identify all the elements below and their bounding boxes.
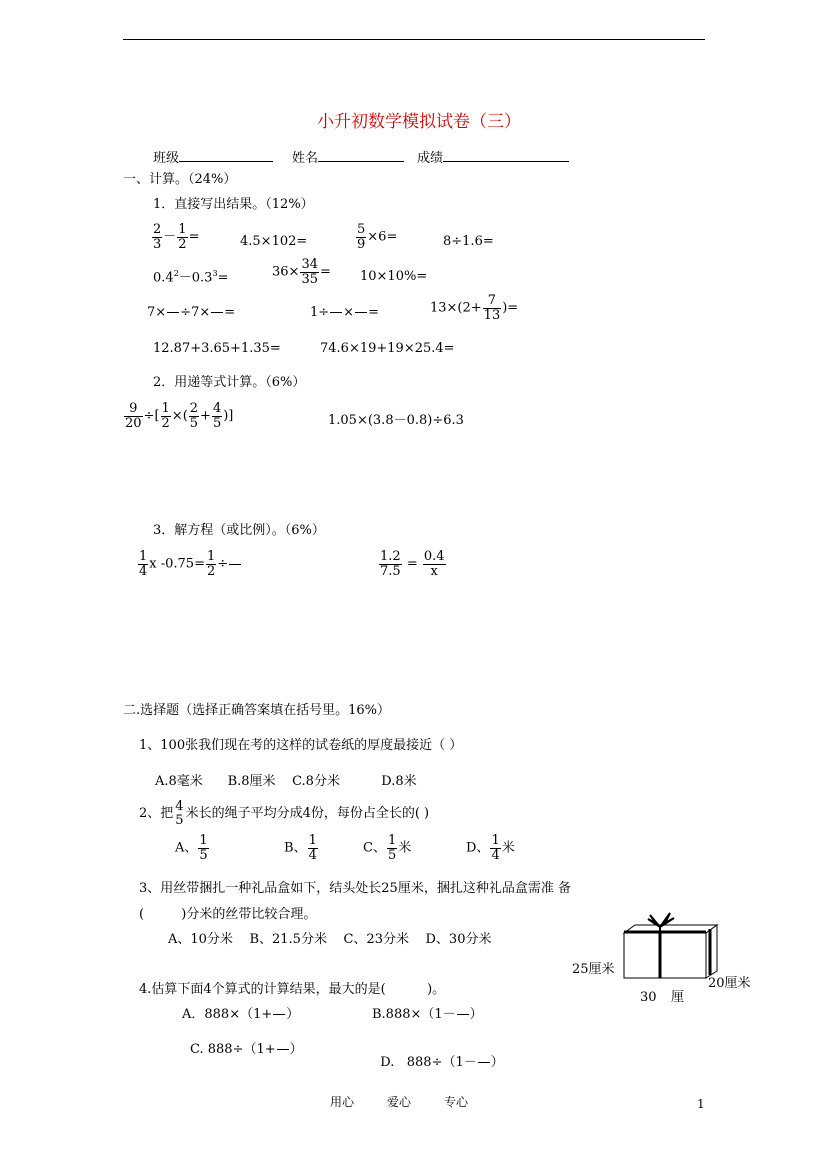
fraction: $\frac{2}{3}$: [153, 222, 162, 252]
name-blank[interactable]: [318, 148, 404, 162]
choice-q4-option-b: B.888×（1－ ）: [372, 1007, 483, 1022]
choice-q4-option-c: C. 888÷（1+ ）: [190, 1042, 303, 1057]
name-field: [292, 148, 404, 165]
calc-r3-c: 13×(2+ $\frac{7}{13}$ )=: [430, 293, 519, 323]
calc-q2-b: 1.05×(3.8－0.8)÷6.3: [328, 413, 464, 428]
calc-r1-a: $\frac{2}{3}$ － $\frac{1}{2}$ =: [153, 222, 200, 252]
calc-q2-a: $\frac{9}{20}$ ÷[ $\frac{1}{2}$ ×( $\frac{2}{5}$ + $\frac{4}{5}$ )]: [125, 401, 234, 431]
calc-r2-c: 10×10%=: [360, 269, 428, 284]
proportion-b: $\frac{1.2}{7.5}$ = $\frac{0.4}{x}$: [380, 549, 445, 579]
q1-heading: 1．直接写出结果。（12%）: [153, 197, 314, 212]
fraction: $\frac{5}{9}$: [357, 222, 366, 252]
choice-q4-option-a: A．888×（1+ ）: [182, 1007, 300, 1022]
calc-r1-b: 4.5×102=: [240, 234, 308, 249]
q2-heading: 2．用递等式计算。（6%）: [153, 375, 306, 390]
fraction: $\frac{34}{35}$: [301, 257, 318, 287]
calc-r1-c: $\frac{5}{9}$ ×6=: [357, 222, 398, 252]
page-title: 小升初数学模拟试卷（三）: [317, 112, 521, 132]
fraction: $\frac{7}{13}$: [483, 293, 501, 323]
score-field: [417, 148, 569, 165]
calc-r4-a: 12.87+3.65+1.35=: [153, 341, 281, 356]
calc-r2-b: 36× $\frac{34}{35}$ =: [272, 257, 331, 287]
choice-q2-option-b: B、 $\frac{1}{4}$: [284, 833, 317, 863]
choice-q4-option-d: D. 888÷（1－ ）: [380, 1055, 504, 1070]
footer-text-3: 专心: [444, 1095, 469, 1109]
footer-text-2: 爱心: [387, 1095, 412, 1109]
equation-a: $\frac{1}{4}$ x -0.75= $\frac{1}{2}$ ÷: [137, 550, 242, 578]
header-rule: [123, 39, 705, 40]
fig-label-bottom-unit: 厘: [671, 990, 685, 1005]
class-field: [153, 148, 273, 165]
calc-r3-b: 1÷ × =: [310, 305, 379, 320]
choice-q3-stem-2: ( )分米的丝带比较合理。: [139, 907, 317, 922]
choice-q2-option-c: C、 $\frac{1}{5}$ 米: [363, 833, 412, 863]
page-number: 1: [697, 1097, 705, 1111]
score-blank[interactable]: [443, 148, 569, 162]
choice-q3-stem: 3、用丝带捆扎一种礼品盒如下，结头处长25厘米，捆扎这种礼品盒需准 备: [139, 881, 571, 896]
fraction: $\frac{1}{2}$: [178, 222, 187, 252]
choice-q2-stem: 2、把 4 5 米长的绳子平均分成4份，每份占全长的( ): [139, 799, 430, 828]
section2-heading: 二.选择题（选择正确答案填在括号里。16%）: [123, 703, 391, 718]
score-label: 成绩: [417, 151, 444, 166]
choice-q2-option-a: A、 $\frac{1}{5}$: [175, 833, 208, 863]
footer-text-1: 用心: [330, 1095, 355, 1109]
fig-label-right: 20厘米: [708, 976, 751, 991]
fig-label-left: 25厘米: [572, 962, 615, 977]
name-label: 姓名: [292, 151, 319, 166]
class-label: 班级: [153, 151, 180, 166]
choice-q3-options: A、10分米 B、21.5分米 C、23分米 D、30分米: [168, 932, 492, 947]
section1-heading: 一、计算。（24%）: [123, 172, 237, 187]
gift-box-figure: [570, 905, 785, 1010]
choice-q4-stem: 4.估算下面4个算式的计算结果，最大的是( )。: [139, 982, 446, 997]
choice-q1-stem: 1、100张我们现在考的这样的试卷纸的厚度最接近（ ）: [139, 738, 463, 753]
fig-label-bottom-num: 30: [640, 990, 657, 1005]
calc-r1-d: 8÷1.6=: [443, 234, 494, 249]
calc-r2-a: $0.4^2-0.3^3=$: [153, 269, 229, 286]
choice-q1-options: A.8毫米 B.8厘米 C.8分米 D.8米: [155, 774, 417, 789]
calc-r4-b: 74.6×19+19×25.4=: [320, 341, 455, 356]
calc-r3-a: 7× ÷7× =: [147, 305, 236, 320]
class-blank[interactable]: [179, 148, 273, 162]
choice-q2-option-d: D、 $\frac{1}{4}$ 米: [466, 833, 515, 863]
q3-heading: 3．解方程（或比例）。（6%）: [153, 523, 325, 538]
